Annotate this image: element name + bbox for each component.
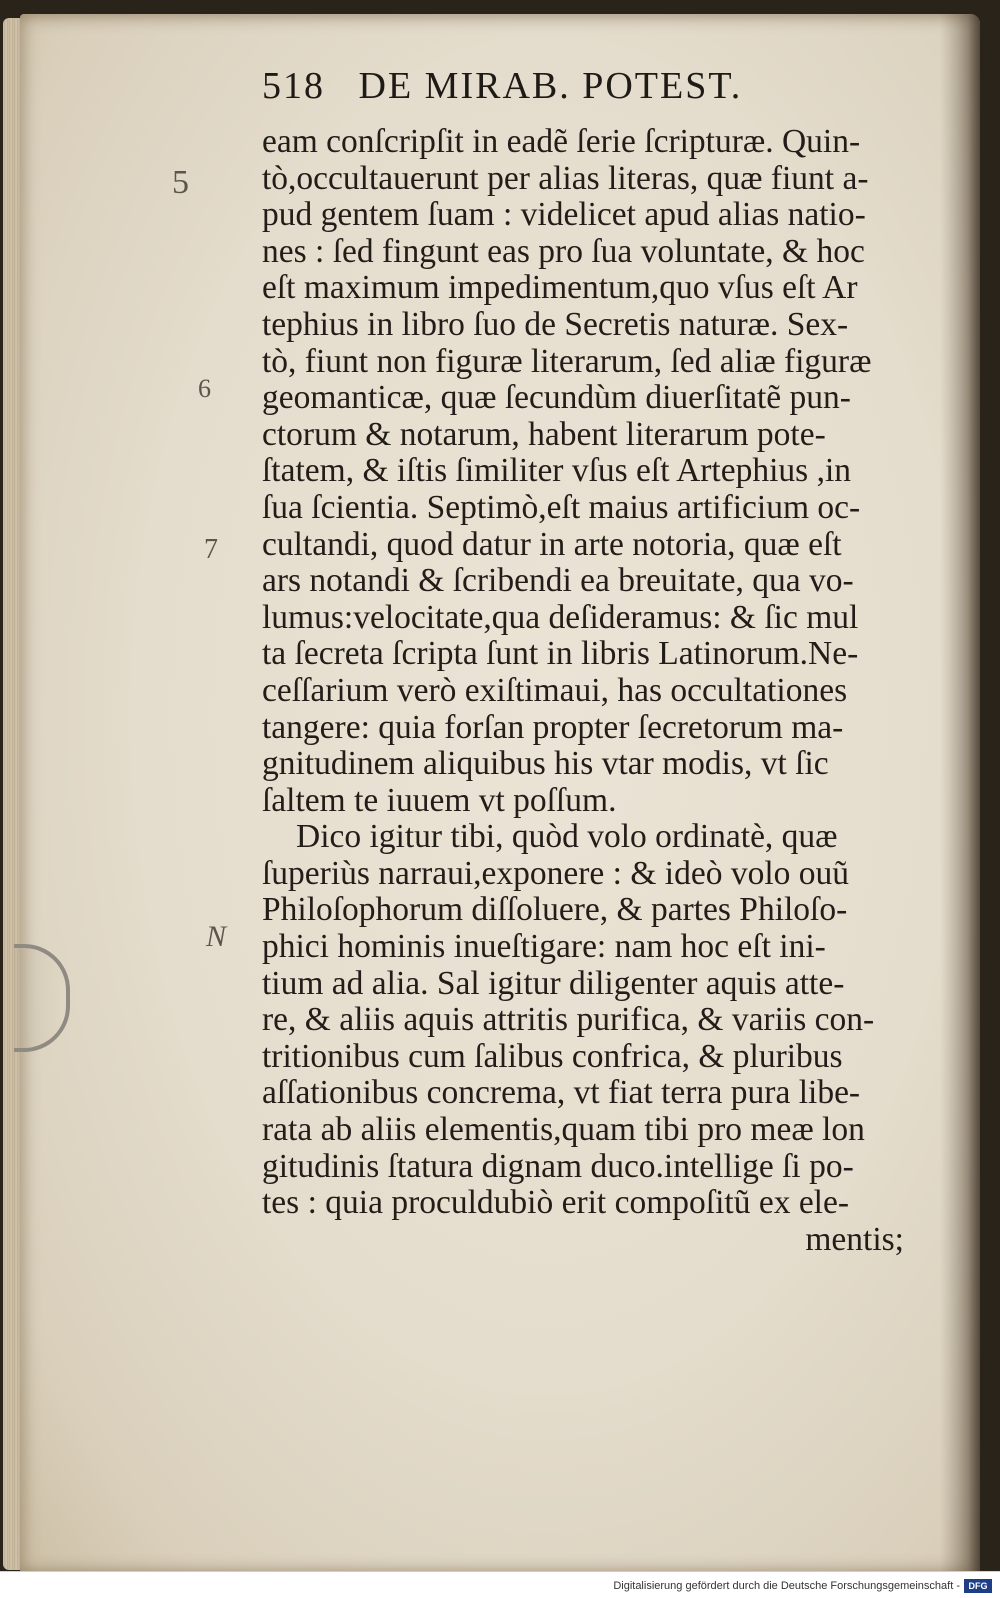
text-line: Philoſophorum diſſoluere, & partes Philoſo- — [262, 891, 848, 929]
text-line: geomanticæ, quæ ſecundùm diuerſitatẽ pun- — [262, 379, 851, 417]
text-line: pud gentem ſuam : videlicet apud alias natio- — [262, 196, 866, 234]
margin-mark-7: 7 — [204, 534, 218, 565]
page-number: 518 — [262, 65, 325, 107]
text-line: ſtatem, & iſtis ſimiliter vſus eſt Artephius ,in — [262, 452, 851, 490]
text-line: rata ab aliis elementis,quam tibi pro meæ lon — [262, 1111, 865, 1149]
text-line: tritionibus cum ſalibus confrica, & pluribus — [262, 1037, 843, 1075]
running-header — [262, 64, 822, 108]
text-line: tium ad alia. Sal igitur diligenter aquis atte- — [262, 964, 845, 1002]
margin-mark-n: N — [206, 920, 227, 953]
text-line: tò, fiunt non figuræ literarum, ſed aliæ figuræ — [262, 342, 872, 380]
text-line: gnitudinem aliquibus his vtar modis, vt ſic — [262, 745, 829, 783]
running-head-title: DE MIRAB. POTEST. — [358, 65, 743, 107]
text-line: cultandi, quod datur in arte notoria, quæ eſt — [262, 525, 842, 563]
text-line: nes : ſed fingunt eas pro ſua voluntate, & hoc — [262, 232, 865, 270]
footer-credit: Digitalisierung gefördert durch die Deutsche Forschungsgemeinschaft - — [613, 1580, 960, 1592]
text-line: tangere: quia forſan propter ſecretorum ma- — [262, 708, 844, 746]
text-line: re, & aliis aquis attritis purifica, & variis con- — [262, 1001, 875, 1039]
text-line: ceſſarium verò exiſtimaui, has occultationes — [262, 671, 848, 709]
text-line: phici hominis inueſtigare: nam hoc eſt ini- — [262, 928, 826, 966]
margin-mark-6: 6 — [198, 374, 211, 403]
text-line: gitudinis ſtatura dignam duco.intellige ſi po- — [262, 1147, 854, 1185]
paragraph-first-line: Dico igitur tibi, quòd volo ordinatè, quæ — [296, 818, 838, 856]
text-line: ars notandi & ſcribendi ea breuitate, qua vo- — [262, 562, 854, 600]
text-line: eſt maximum impedimentum,quo vſus eſt Ar — [262, 269, 858, 307]
text-line: tes : quia proculdubiò erit compoſitũ ex ele- — [262, 1184, 850, 1222]
text-line: tephius in libro ſuo de Secretis naturæ. Sex- — [262, 305, 849, 343]
footer-bar — [0, 1571, 1000, 1598]
text-line: tò,occultauerunt per alias literas, quæ fiunt a- — [262, 159, 869, 197]
text-line: lumus:velocitate,qua deſideramus: & ſic mul — [262, 598, 859, 636]
text-line: ta ſecreta ſcripta ſunt in libris Latinorum.Ne- — [262, 635, 859, 673]
dfg-logo: DFG — [964, 1579, 992, 1593]
text-line: eam conſcripſit in eadẽ ſerie ſcripturæ. Quin- — [262, 123, 861, 160]
text-line: ſua ſcientia. Septimò,eſt maius artificium oc- — [262, 488, 861, 526]
margin-mark-5: 5 — [172, 164, 189, 201]
text-line: aſſationibus concrema, vt fiat terra pura libe- — [262, 1074, 861, 1112]
book-clasp — [14, 944, 70, 1052]
catchword: mentis; — [805, 1220, 904, 1258]
text-line: ctorum & notarum, habent literarum pote- — [262, 415, 826, 453]
body-text — [262, 124, 912, 1258]
text-line: ſuperiùs narraui,exponere : & ideò volo ouũ — [262, 854, 850, 892]
text-line: ſaltem te iuuem vt poſſum. — [262, 781, 617, 819]
spine-shadow — [940, 14, 980, 1574]
